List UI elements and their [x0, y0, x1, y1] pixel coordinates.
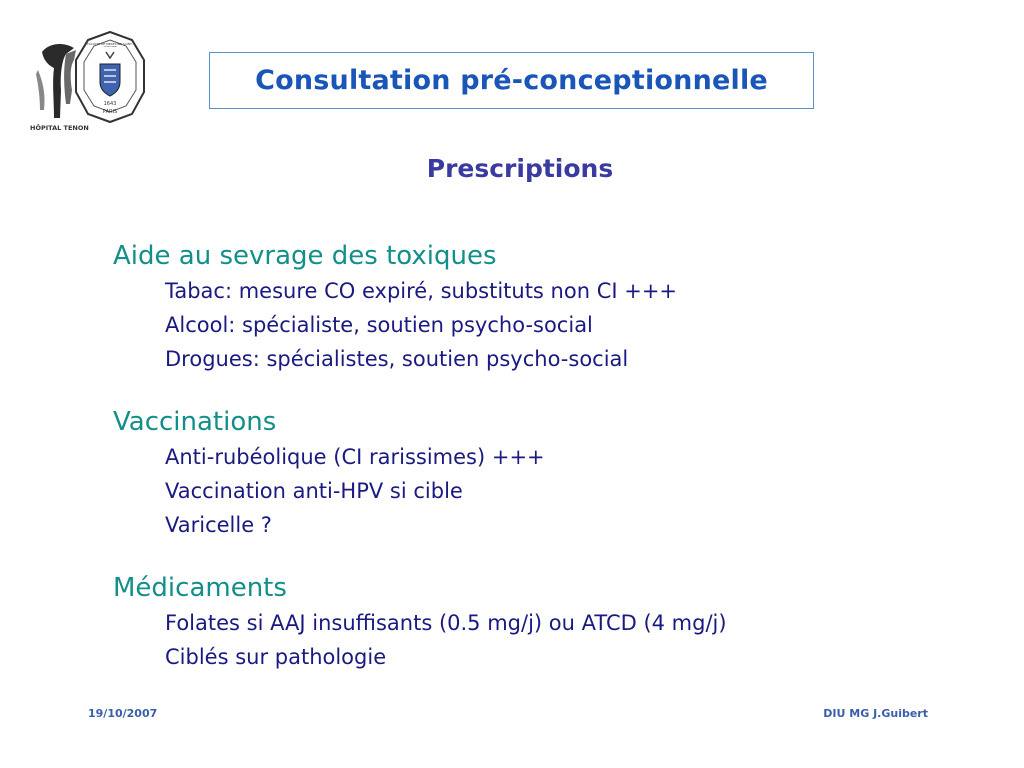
section-heading: Aide au sevrage des toxiques [113, 241, 497, 271]
logo-hospital-text: HÔPITAL TENON [30, 124, 89, 132]
slide-title: Consultation pré-conceptionnelle [255, 65, 768, 96]
section-heading: Médicaments [113, 573, 287, 603]
section-item: Anti-rubéolique (CI rarissimes) +++ [165, 445, 545, 469]
slide-subtitle: Prescriptions [426, 154, 614, 183]
logo-seal-top-text: FACULTÉ DE MÉDECINE SAINT-ANTOINE [87, 43, 133, 47]
section-sevrage [113, 238, 983, 376]
section-medicaments [113, 570, 983, 674]
section-heading: Vaccinations [113, 407, 277, 437]
footer-author: DIU MG J.Guibert [823, 707, 928, 720]
content [113, 238, 983, 702]
logo-seal-city: PARIS [102, 109, 118, 115]
section-item: Varicelle ? [165, 513, 272, 537]
footer-date: 19/10/2007 [88, 707, 158, 720]
section-vaccinations [113, 404, 983, 542]
section-item: Drogues: spécialistes, soutien psycho-social [165, 347, 629, 371]
logo [30, 30, 155, 135]
section-item: Vaccination anti-HPV si cible [165, 479, 463, 503]
section-item: Ciblés sur pathologie [165, 645, 387, 669]
section-item: Alcool: spécialiste, soutien psycho-social [165, 313, 593, 337]
title-box [209, 52, 814, 109]
section-item: Folates si AAJ insuffisants (0.5 mg/j) ou ATCD (4 mg/j) [165, 611, 727, 635]
logo-seal-year: 1643 [103, 101, 117, 107]
section-item: Tabac: mesure CO expiré, substituts non CI +++ [165, 279, 678, 303]
